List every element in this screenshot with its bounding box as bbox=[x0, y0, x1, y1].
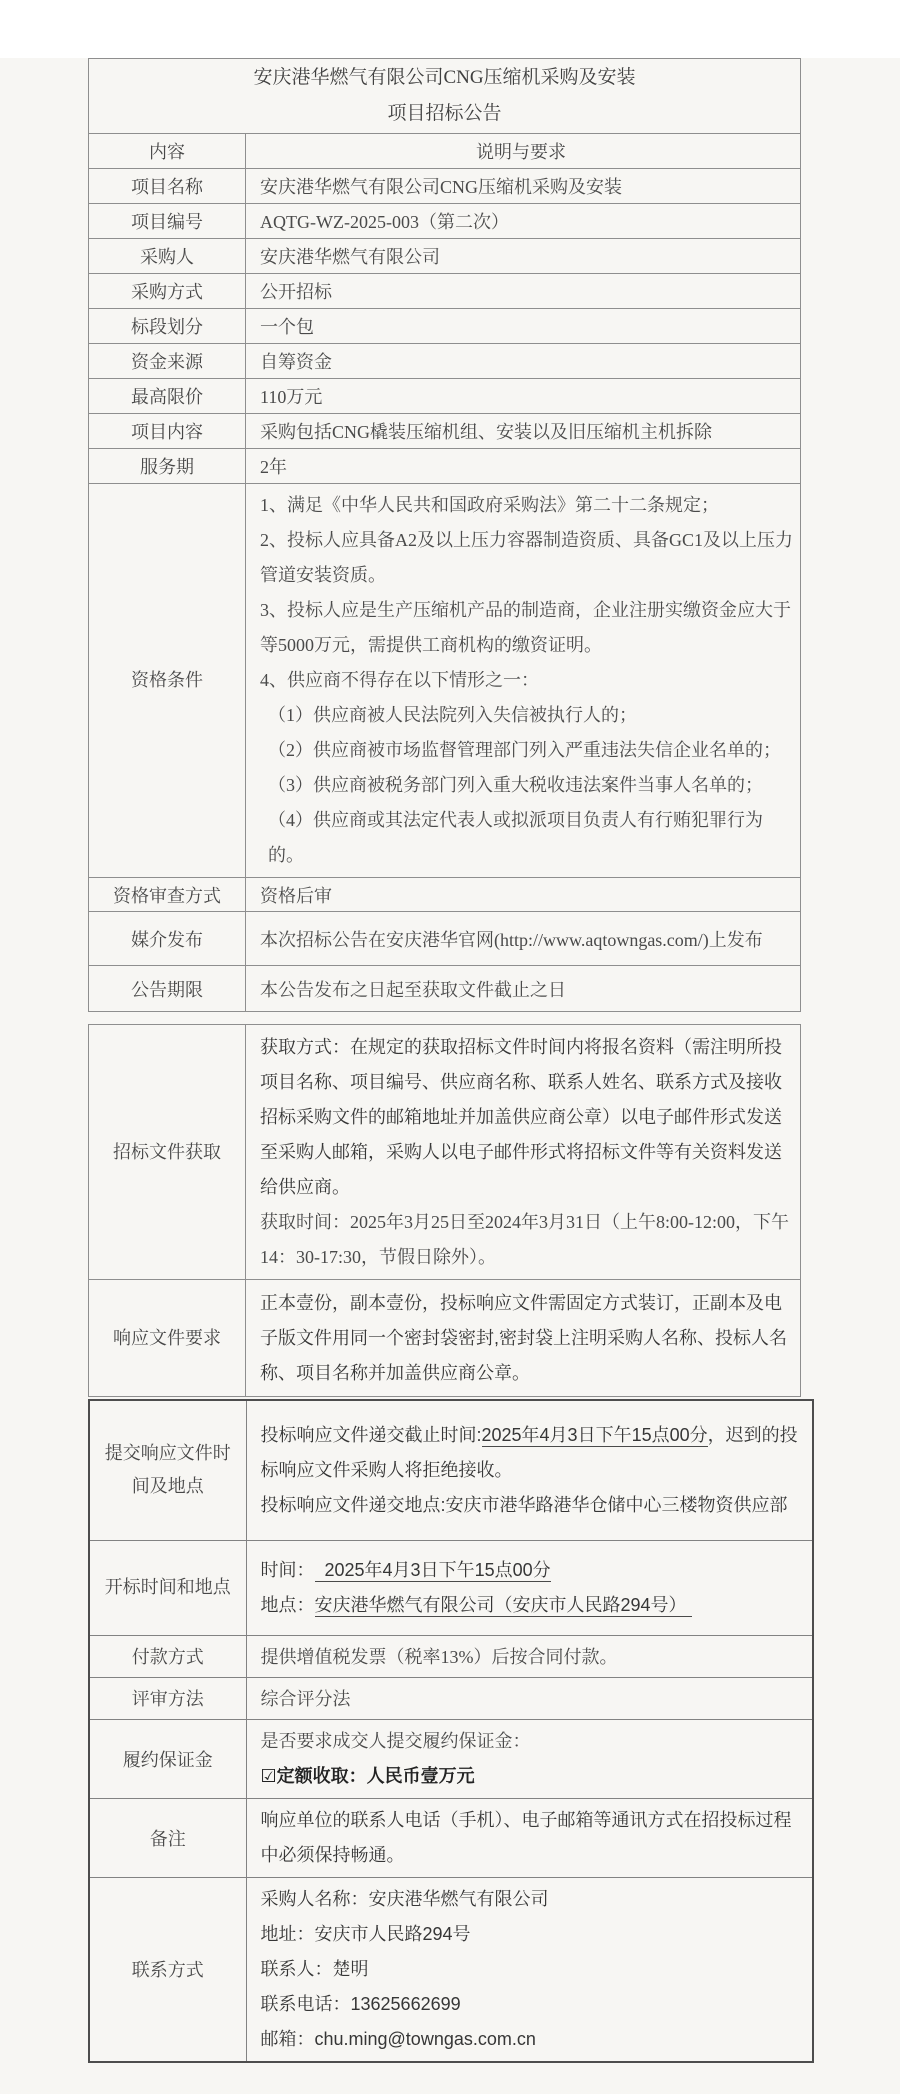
qualification-item: （3）供应商被税务部门列入重大税收违法案件当事人名单的； bbox=[268, 775, 763, 795]
row-notice-period bbox=[89, 966, 801, 1012]
notice-title bbox=[89, 59, 801, 134]
procurement-method-label: 采购方式 bbox=[89, 274, 246, 309]
row-qualification bbox=[89, 484, 801, 878]
notice-period-value: 本公告发布之日起至获取文件截止之日 bbox=[246, 966, 801, 1012]
project-number-value: AQTG-WZ-2025-003（第二次） bbox=[246, 204, 801, 239]
qualification-item: 1、满足《中华人民共和国政府采购法》第二十二条规定； bbox=[260, 495, 719, 515]
tender-document-table bbox=[88, 1024, 801, 1397]
remarks-value bbox=[246, 1798, 813, 1877]
qualification-item: 3、投标人应是生产压缩机产品的制造商，企业注册实缴资金应大于等5000万元，需提供工商机构的缴资证明。 bbox=[260, 600, 791, 655]
row-project-name bbox=[89, 169, 801, 204]
bid-opening-value bbox=[246, 1540, 813, 1635]
media-release-label: 媒介发布 bbox=[89, 912, 246, 966]
remarks-label: 备注 bbox=[89, 1798, 246, 1877]
header-row bbox=[89, 134, 801, 169]
purchaser-value: 安庆港华燃气有限公司 bbox=[246, 239, 801, 274]
response-requirements-value bbox=[246, 1280, 801, 1397]
project-name-value: 安庆港华燃气有限公司CNG压缩机采购及安装 bbox=[246, 169, 801, 204]
remarks-text: 响应单位的联系人电话（手机）、电子邮箱等通讯方式在招投标过程中必须保持畅通。 bbox=[260, 1809, 792, 1865]
row-performance-bond bbox=[89, 1719, 813, 1798]
price-ceiling-label: 最高限价 bbox=[89, 379, 246, 414]
tender-basic-info-table bbox=[88, 58, 801, 1012]
qualification-item: （2）供应商被市场监督管理部门列入严重违法失信企业名单的； bbox=[268, 740, 781, 760]
contact-value bbox=[246, 1877, 813, 2062]
service-period-label: 服务期 bbox=[89, 449, 246, 484]
document-acquisition-value bbox=[246, 1025, 801, 1280]
evaluation-method-value: 综合评分法 bbox=[246, 1677, 813, 1719]
row-response-requirements bbox=[89, 1280, 801, 1397]
row-evaluation-method bbox=[89, 1677, 813, 1719]
row-project-number bbox=[89, 204, 801, 239]
acquisition-time-text: 获取时间：2025年3月25日至2024年3月31日（上午8:00-12:00，下午14：30-17:30，节假日除外）。 bbox=[260, 1211, 789, 1267]
response-requirements-label: 响应文件要求 bbox=[89, 1280, 246, 1397]
bid-opening-time-underlined: 2025年4月3日下午15点00分 bbox=[314, 1559, 551, 1580]
qualification-review-label: 资格审查方式 bbox=[89, 878, 246, 912]
row-payment-method bbox=[89, 1635, 813, 1677]
row-service-period bbox=[89, 449, 801, 484]
contact-purchaser-name: 采购人名称：安庆港华燃气有限公司 bbox=[260, 1888, 549, 1909]
row-price-ceiling bbox=[89, 379, 801, 414]
tender-submission-table bbox=[88, 1399, 814, 2063]
row-media-release bbox=[89, 912, 801, 966]
funding-source-value: 自筹资金 bbox=[246, 344, 801, 379]
contact-person: 联系人：楚明 bbox=[260, 1958, 369, 1979]
bid-opening-label: 开标时间和地点 bbox=[89, 1540, 246, 1635]
qualification-review-value: 资格后审 bbox=[246, 878, 801, 912]
title-row bbox=[89, 59, 801, 134]
evaluation-method-label: 评审方法 bbox=[89, 1677, 246, 1719]
notice-title-line2: 项目招标公告 bbox=[387, 103, 502, 124]
price-ceiling-value: 110万元 bbox=[246, 379, 801, 414]
row-funding-source bbox=[89, 344, 801, 379]
submission-deadline-underlined: 2025年4月3日下午15点00分 bbox=[481, 1424, 708, 1445]
performance-bond-label: 履约保证金 bbox=[89, 1719, 246, 1798]
column-header-content: 内容 bbox=[89, 134, 246, 169]
row-qualification-review bbox=[89, 878, 801, 912]
procurement-method-value: 公开招标 bbox=[246, 274, 801, 309]
contact-label: 联系方式 bbox=[89, 1877, 246, 2062]
row-document-acquisition bbox=[89, 1025, 801, 1280]
bid-opening-place-underlined: 安庆港华燃气有限公司（安庆市人民路294号） bbox=[314, 1594, 692, 1615]
row-procurement-method bbox=[89, 274, 801, 309]
project-content-value: 采购包括CNG橇装压缩机组、安装以及旧压缩机主机拆除 bbox=[246, 414, 801, 449]
row-lot-division bbox=[89, 309, 801, 344]
performance-bond-option: ☑定额收取：人民币壹万元 bbox=[260, 1765, 475, 1786]
qualification-value bbox=[246, 484, 801, 878]
payment-method-label: 付款方式 bbox=[89, 1635, 246, 1677]
contact-email: 邮箱：chu.ming@towngas.com.cn bbox=[260, 2028, 536, 2049]
performance-bond-question: 是否要求成交人提交履约保证金： bbox=[260, 1730, 531, 1751]
qualification-label: 资格条件 bbox=[89, 484, 246, 878]
service-period-value: 2年 bbox=[246, 449, 801, 484]
project-number-label: 项目编号 bbox=[89, 204, 246, 239]
bid-opening-time-text: 时间： 2025年4月3日下午15点00分 bbox=[260, 1559, 551, 1580]
performance-bond-value bbox=[246, 1719, 813, 1798]
qualification-item: （4）供应商或其法定代表人或拟派项目负责人有行贿犯罪行为的。 bbox=[268, 810, 763, 865]
project-name-label: 项目名称 bbox=[89, 169, 246, 204]
qualification-item: （1）供应商被人民法院列入失信被执行人的； bbox=[268, 705, 637, 725]
contact-address: 地址：安庆市人民路294号 bbox=[260, 1923, 471, 1944]
qualification-item: 4、供应商不得存在以下情形之一： bbox=[260, 670, 539, 690]
project-content-label: 项目内容 bbox=[89, 414, 246, 449]
row-remarks bbox=[89, 1798, 813, 1877]
notice-period-label: 公告期限 bbox=[89, 966, 246, 1012]
row-contact bbox=[89, 1877, 813, 2062]
funding-source-label: 资金来源 bbox=[89, 344, 246, 379]
contact-phone: 联系电话：13625662699 bbox=[260, 1993, 461, 2014]
submission-location-text: 投标响应文件递交地点:安庆市港华路港华仓储中心三楼物资供应部 bbox=[260, 1494, 788, 1515]
row-submission bbox=[89, 1400, 813, 1540]
response-requirements-text: 正本壹份，副本壹份，投标响应文件需固定方式装订，正副本及电子版文件用同一个密封袋密封,密封袋上注明采购人名称、投标人名称、项目名称并加盖供应商公章。 bbox=[260, 1292, 787, 1383]
media-release-value: 本次招标公告在安庆港华官网(http://www.aqtowngas.com/)上发布 bbox=[246, 912, 801, 966]
row-bid-opening bbox=[89, 1540, 813, 1635]
payment-method-value: 提供增值税发票（税率13%）后按合同付款。 bbox=[246, 1635, 813, 1677]
submission-label: 提交响应文件时间及地点 bbox=[89, 1400, 246, 1540]
column-header-description: 说明与要求 bbox=[246, 134, 801, 169]
tender-notice-page bbox=[0, 58, 900, 2094]
submission-value bbox=[246, 1400, 813, 1540]
acquisition-method-text: 获取方式：在规定的获取招标文件时间内将报名资料（需注明所投项目名称、项目编号、供应商名称、联系人姓名、联系方式及接收招标采购文件的邮箱地址并加盖供应商公章）以电子邮件形式发送至采购人邮箱，采购人以电子邮件形式将招标文件等有关资料发送给供应商。 bbox=[260, 1036, 782, 1197]
document-acquisition-label: 招标文件获取 bbox=[89, 1025, 246, 1280]
notice-title-line1: 安庆港华燃气有限公司CNG压缩机采购及安装 bbox=[253, 67, 636, 88]
bid-opening-place-text: 地点：安庆港华燃气有限公司（安庆市人民路294号） bbox=[260, 1594, 692, 1615]
lot-division-label: 标段划分 bbox=[89, 309, 246, 344]
row-project-content bbox=[89, 414, 801, 449]
lot-division-value: 一个包 bbox=[246, 309, 801, 344]
row-purchaser bbox=[89, 239, 801, 274]
purchaser-label: 采购人 bbox=[89, 239, 246, 274]
submission-deadline-text: 投标响应文件递交截止时间:2025年4月3日下午15点00分，迟到的投标响应文件采购人将拒绝接收。 bbox=[260, 1424, 798, 1480]
qualification-item: 2、投标人应具备A2及以上压力容器制造资质、具备GC1及以上压力管道安装资质。 bbox=[260, 530, 794, 585]
